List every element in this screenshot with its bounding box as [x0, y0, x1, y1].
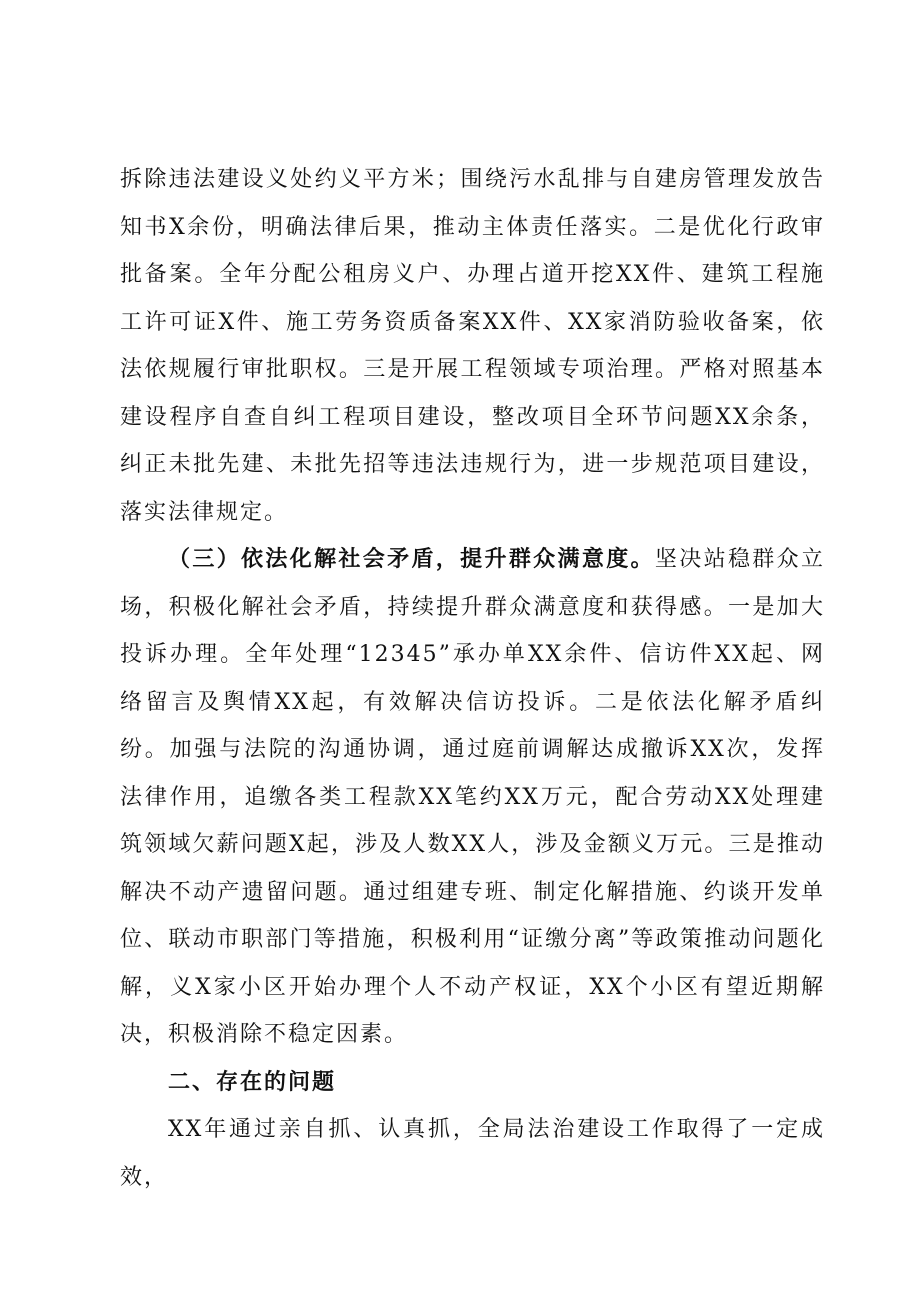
section-three-heading: （三）依法化解社会矛盾，提升群众满意度。: [168, 546, 655, 572]
heading-existing-problems: 二、存在的问题: [168, 1068, 337, 1095]
paragraph-continued: 拆除违法建设义处约义平方米；围绕污水乱排与自建房管理发放告知书X余份，明确法律后果，推动主体责任落实。二是优化行政审批备案。全年分配公租房义户、办理占道开挖XX件、建筑工程施工许可证X件、施工劳务资质备案XX件、XX家消防验收备案，依法依规履行审批职权。三是开展工程领域专项治理。严格对照基本建设程序自查自纠工程项目建设，整改项目全环节问题XX余条，纠正未批先建、未批先招等违法违规行为，进一步规范项目建设，落实法律规定。: [120, 167, 825, 525]
document-body: [120, 156, 825, 1201]
paragraph-section-three: [120, 536, 825, 1059]
section-three-text: 坚决站稳群众立场，积极化解社会矛盾，持续提升群众满意度和获得感。一是加大投诉办理。全年处理“12345”承办单XX余件、信访件XX起、网络留言及舆情XX起，有效解决信访投诉。二是依法化解矛盾纠纷。加强与法院的沟通协调，通过庭前调解达成撤诉XX次，发挥法律作用，追缴各类工程款XX笔约XX万元，配合劳动XX处理建筑领域欠薪问题X起，涉及人数XX人，涉及金额义万元。三是推动解决不动产遗留问题。通过组建专班、制定化解措施、约谈开发单位、联动市职部门等措施，积极利用“证缴分离”等政策推动问题化解，义X家小区开始办理个人不动产权证，XX个小区有望近期解决，积极消除不稳定因素。: [120, 547, 825, 1047]
paragraph-problems-intro: XX年通过亲自抓、认真抓，全局法治建设工作取得了一定成效，: [120, 1117, 825, 1190]
